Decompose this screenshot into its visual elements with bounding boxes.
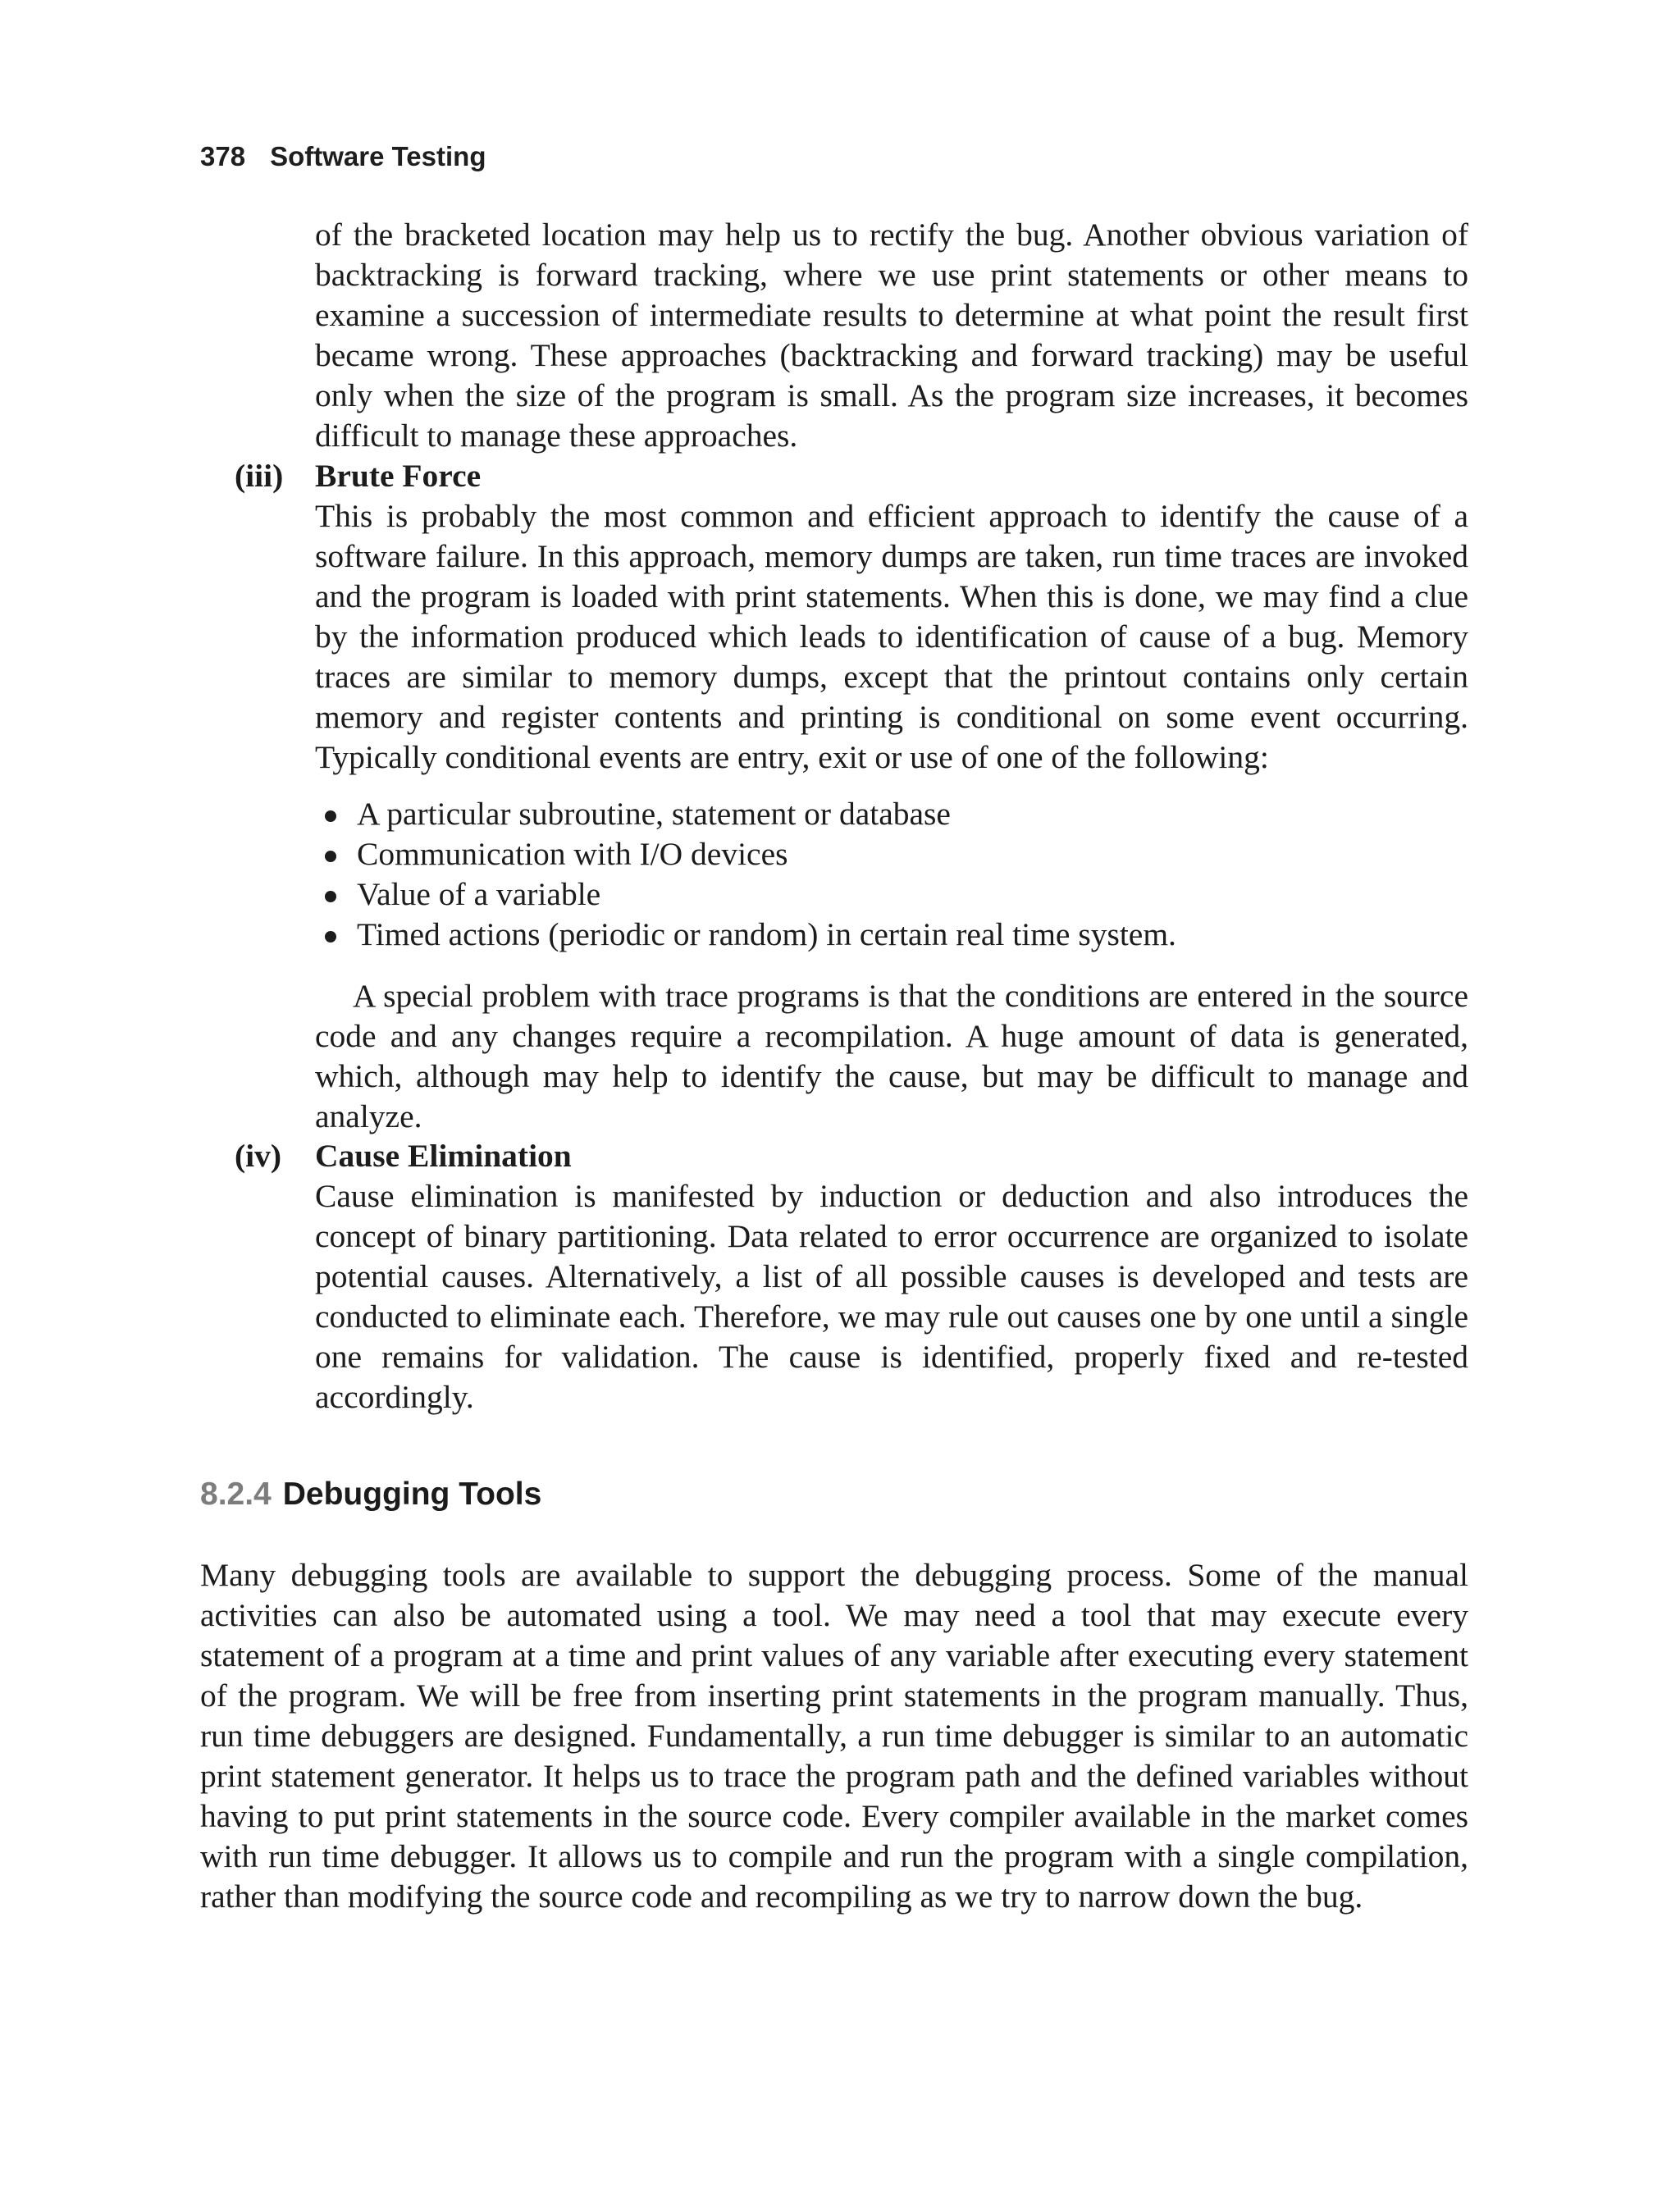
bullet-icon: [325, 810, 336, 822]
section-number: 8.2.4: [200, 1477, 272, 1512]
trace-followup-paragraph: A special problem with trace programs is that the conditions are entered in the source code and any changes require a recompilation. A huge amount of data is generated, which, although may help to identify the cause, but may be difficult to manage and analyze.: [315, 978, 1468, 1134]
item-label-iii: (iii): [235, 458, 284, 494]
brute-force-block: [315, 496, 1468, 778]
debugging-tools-block: [200, 1555, 1468, 1917]
trace-followup-block: [315, 976, 1468, 1137]
brute-force-paragraph: This is probably the most common and efficient approach to identify the cause of a software failure. In this approach, memory dumps are taken, run time traces are invoked and the program is loaded with print statements. When this is done, we may find a clue by the information produced which leads to identification of cause of a bug. Memory traces are similar to memory dumps, except that the printout contains only certain memory and register contents and printing is conditional on some event occurring. Typically conditional events are entry, exit or use of one of the following:: [315, 498, 1468, 775]
brute-force-heading: Brute Force: [315, 458, 482, 494]
list-item: Timed actions (periodic or random) in certain real time system.: [315, 915, 1463, 955]
conditional-events-list: [315, 794, 1463, 955]
running-title: Software Testing: [270, 141, 486, 171]
intro-block: [315, 215, 1468, 456]
cause-elimination-block: [315, 1176, 1468, 1417]
list-item: Value of a variable: [315, 874, 1463, 915]
bullet-icon: [325, 891, 336, 902]
debugging-tools-paragraph: Many debugging tools are available to support the debugging process. Some of the manual activities can also be automated using a tool. We may need a tool that may execute every statement of a program at a time and print values of any variable after executing every statement of the program. We will be free from inserting print statements in the program manually. Thus, run time debuggers are designed. Fundamentally, a run time debugger is similar to an automatic print statement generator. It helps us to trace the program path and the defined variables without having to put print statements in the source code. Every compiler available in the market comes with run time debugger. It allows us to compile and run the program with a single compilation, rather than modifying the source code and recompiling as we try to narrow down the bug.: [200, 1557, 1468, 1915]
list-item: A particular subroutine, statement or database: [315, 794, 1463, 834]
running-head: [200, 138, 486, 176]
page-number: 378: [200, 141, 246, 171]
section-heading: [200, 1473, 541, 1516]
cause-elimination-heading: Cause Elimination: [315, 1138, 572, 1174]
list-item: Communication with I/O devices: [315, 834, 1463, 874]
item-label-iv: (iv): [235, 1138, 282, 1174]
intro-paragraph: of the bracketed location may help us to rectify the bug. Another obvious variation of backtracking is forward tracking, where we use print statements or other means to examine a succession of intermediate results to determine at what point the result first became wrong. These approaches (backtracking and forward tracking) may be useful only when the size of the program is small. As the program size increases, it becomes difficult to manage these approaches.: [315, 217, 1468, 454]
cause-elimination-paragraph: Cause elimination is manifested by induction or deduction and also introduces the concept of binary partitioning. Data related to error occurrence are organized to isolate potential causes. Alternatively, a list of all possible causes is developed and tests are conducted to eliminate each. Therefore, we may rule out causes one by one until a single one remains for validation. The cause is identified, properly fixed and re-tested accordingly.: [315, 1178, 1468, 1415]
section-title: Debugging Tools: [282, 1477, 542, 1512]
bullet-icon: [325, 851, 336, 862]
bullet-icon: [325, 931, 336, 943]
